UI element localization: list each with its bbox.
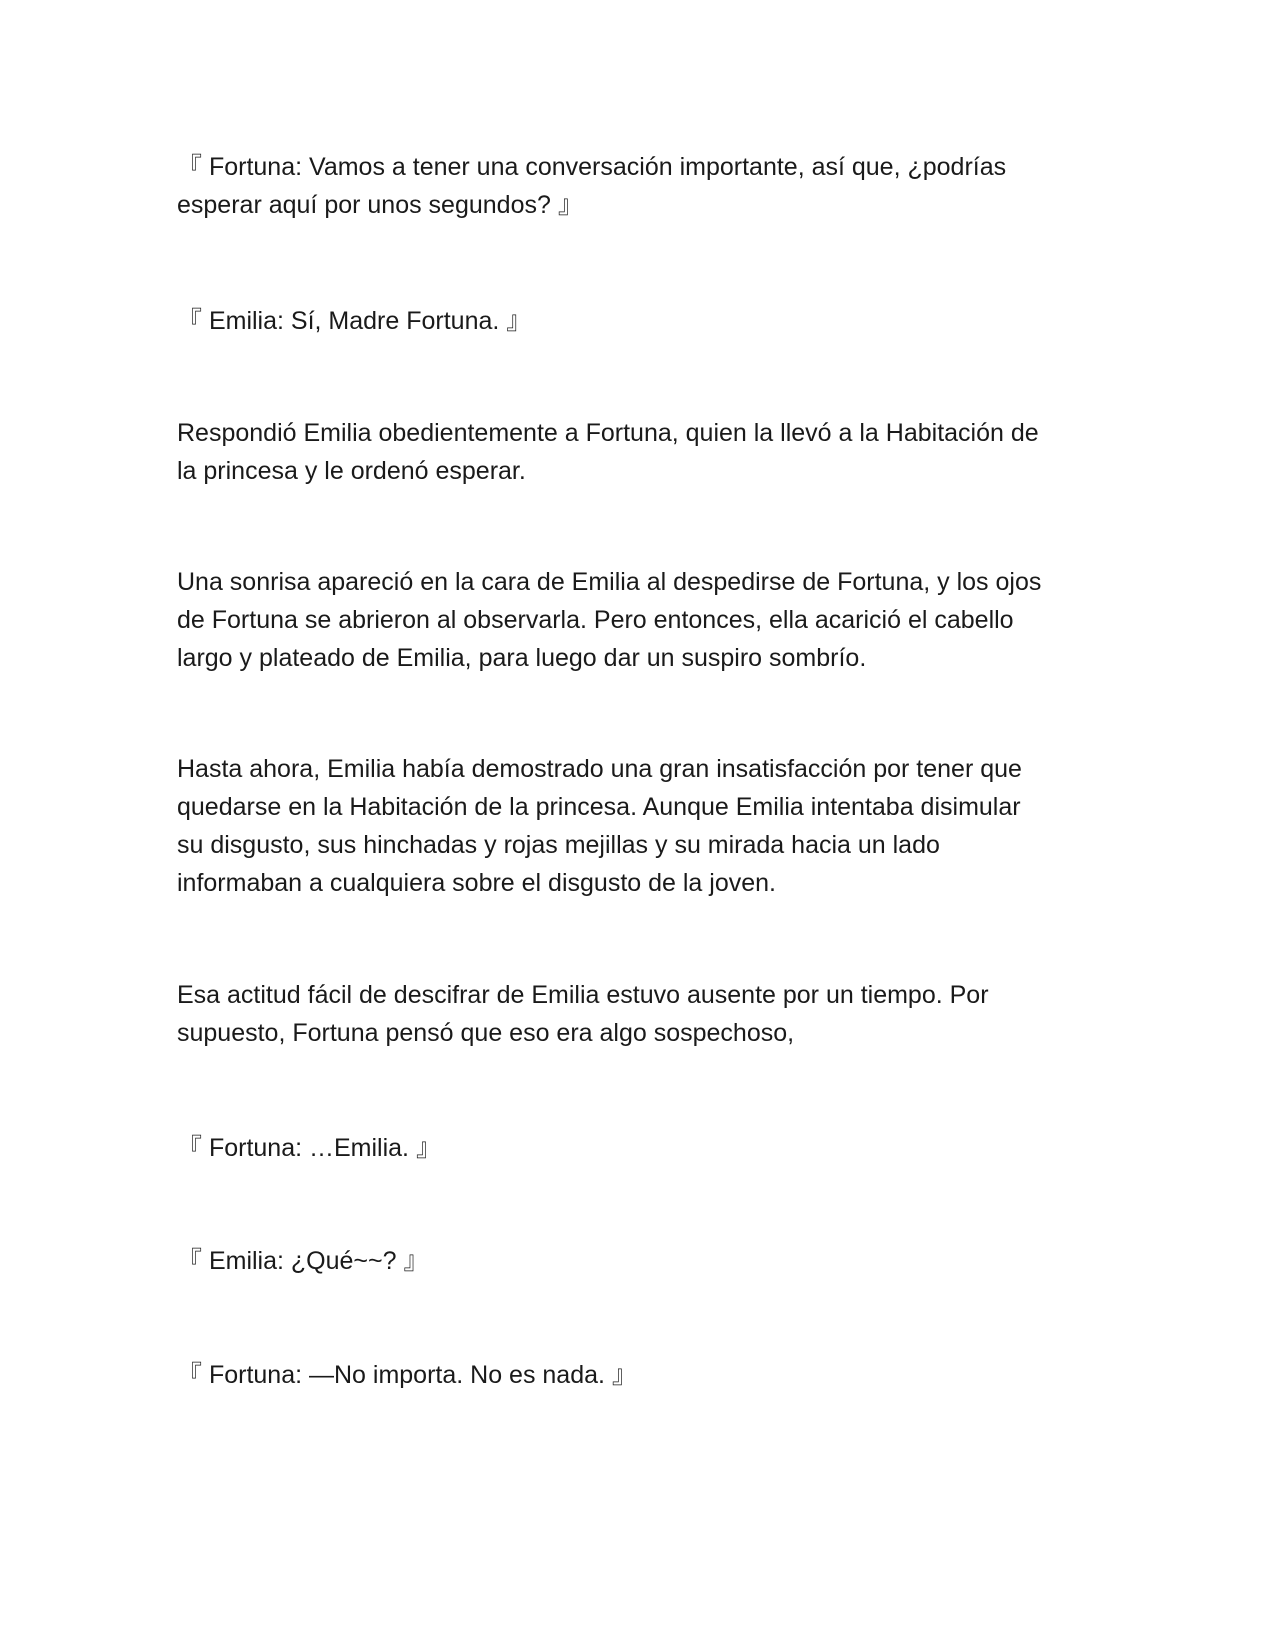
- paragraph-narration-1: [177, 414, 1107, 490]
- text-line: informaban a cualquiera sobre el disgusto de la joven.: [177, 869, 776, 897]
- paragraph-fortuna-request: [177, 148, 1107, 224]
- paragraph-fortuna-dismiss: [177, 1356, 1107, 1394]
- text-line: 『 Fortuna: —No importa. No es nada. 』: [177, 1361, 637, 1389]
- text-line: su disgusto, sus hinchadas y rojas mejillas y su mirada hacia un lado: [177, 831, 940, 859]
- text-line: 『 Emilia: Sí, Madre Fortuna. 』: [177, 307, 532, 335]
- text-line: supuesto, Fortuna pensó que eso era algo sospechoso,: [177, 1019, 795, 1047]
- text-line: de Fortuna se abrieron al observarla. Pero entonces, ella acarició el cabello: [177, 606, 1014, 634]
- text-line: Hasta ahora, Emilia había demostrado una gran insatisfacción por tener que: [177, 755, 1022, 783]
- text-line: Una sonrisa apareció en la cara de Emilia al despedirse de Fortuna, y los ojos: [177, 568, 1042, 596]
- paragraph-narration-4: [177, 976, 1107, 1052]
- text-line: 『 Fortuna: Vamos a tener una conversación importante, así que, ¿podrías: [177, 153, 1007, 181]
- text-line: Respondió Emilia obedientemente a Fortuna, quien la llevó a la Habitación de: [177, 419, 1039, 447]
- paragraph-narration-2: [177, 563, 1107, 677]
- paragraph-fortuna-call: [177, 1129, 1107, 1167]
- text-line: quedarse en la Habitación de la princesa. Aunque Emilia intentaba disimular: [177, 793, 1021, 821]
- text-line: 『 Fortuna: …Emilia. 』: [177, 1134, 441, 1162]
- text-line: esperar aquí por unos segundos? 』: [177, 191, 583, 219]
- text-line: la princesa y le ordenó esperar.: [177, 457, 526, 485]
- paragraph-narration-3: [177, 750, 1107, 902]
- text-line: 『 Emilia: ¿Qué~~? 』: [177, 1247, 429, 1275]
- text-line: Esa actitud fácil de descifrar de Emilia estuvo ausente por un tiempo. Por: [177, 981, 989, 1009]
- paragraph-emilia-reply: [177, 302, 1107, 340]
- paragraph-emilia-question: [177, 1242, 1107, 1280]
- text-line: largo y plateado de Emilia, para luego dar un suspiro sombrío.: [177, 644, 867, 672]
